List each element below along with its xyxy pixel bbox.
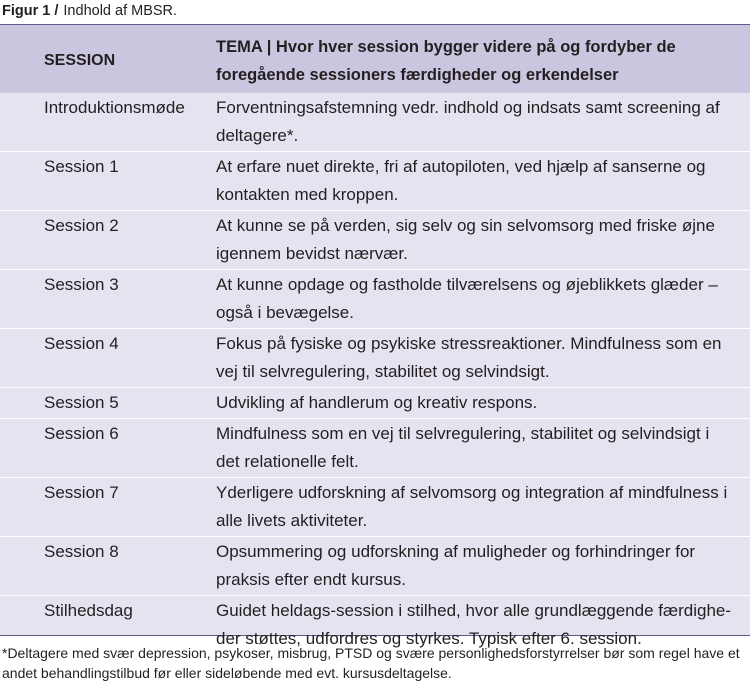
table-footnote: *Deltagere med svær depression, psykoser, misbrug, PTSD og svære personlighedsforstyrrelser bør som regel have et andet behandlingstilbud før eller sideløbende med evt. kursusdeltagelse. [2,645,740,681]
theme-cell: At kunne se på verden, sig selv og sin selvomsorg med friske øjne igennem bevidst nærvær. [216,211,750,270]
header-theme: TEMA | Hvor hver session bygger videre på og fordyber de foregående sessioners færdigheder og erkendelser [216,25,750,93]
table-row [0,329,750,388]
theme-cell: Mindfulness som en vej til selvregulering, stabilitet og selvindsigt i det relationelle felt. [216,419,750,478]
figure-caption [2,1,177,21]
session-cell: Session 1 [0,152,216,211]
table-row [0,93,750,152]
session-cell: Session 7 [0,478,216,537]
table-row [0,270,750,329]
table-header-row [0,25,750,93]
table-row [0,478,750,537]
theme-cell: Forventningsafstemning vedr. indhold og indsats samt screening af deltagere*. [216,98,720,145]
table-row [0,537,750,596]
session-cell: Introduktionsmøde [44,98,185,117]
session-cell: Session 2 [0,211,216,270]
theme-cell: At erfare nuet direkte, fri af autopiloten, ved hjælp af sanserne og kontakten med kroppen. [216,152,750,211]
mbsr-content-table [0,24,750,648]
theme-cell: Opsummering og udforskning af muligheder og forhindringer for praksis efter endt kursus. [216,537,750,596]
session-cell: Session 4 [0,329,216,388]
session-cell: Session 3 [0,270,216,329]
session-cell: Session 5 [0,388,216,419]
theme-cell: Guidet heldags-session i stilhed, hvor alle grundlæggende færdigheder støttes, udfordres og styrkes. Typisk efter 6. session. [216,596,750,655]
table-row [0,388,750,419]
table-row [0,419,750,478]
theme-cell: At kunne opdage og fastholde tilværelsens og øjeblikkets glæder – også i bevægelse. [216,270,750,329]
table-row [0,152,750,211]
theme-cell: Udvikling af handlerum og kreativ respons. [216,388,750,419]
figure-title: Indhold af MBSR. [63,3,178,19]
theme-cell: Fokus på fysiske og psykiske stressreaktioner. Mindfulness som en vej til selvregulering, stabilitet og selvindsigt. [216,329,750,388]
header-session: SESSION [0,25,216,93]
figure-label: Figur 1 / [2,3,59,19]
theme-cell: Yderligere udforskning af selvomsorg og integration af mindfulness i alle livets aktiviteter. [216,478,750,537]
table-row [0,211,750,270]
session-cell: Stilhedsdag [0,596,216,655]
session-cell: Session 6 [0,419,216,478]
session-cell: Session 8 [0,537,216,596]
